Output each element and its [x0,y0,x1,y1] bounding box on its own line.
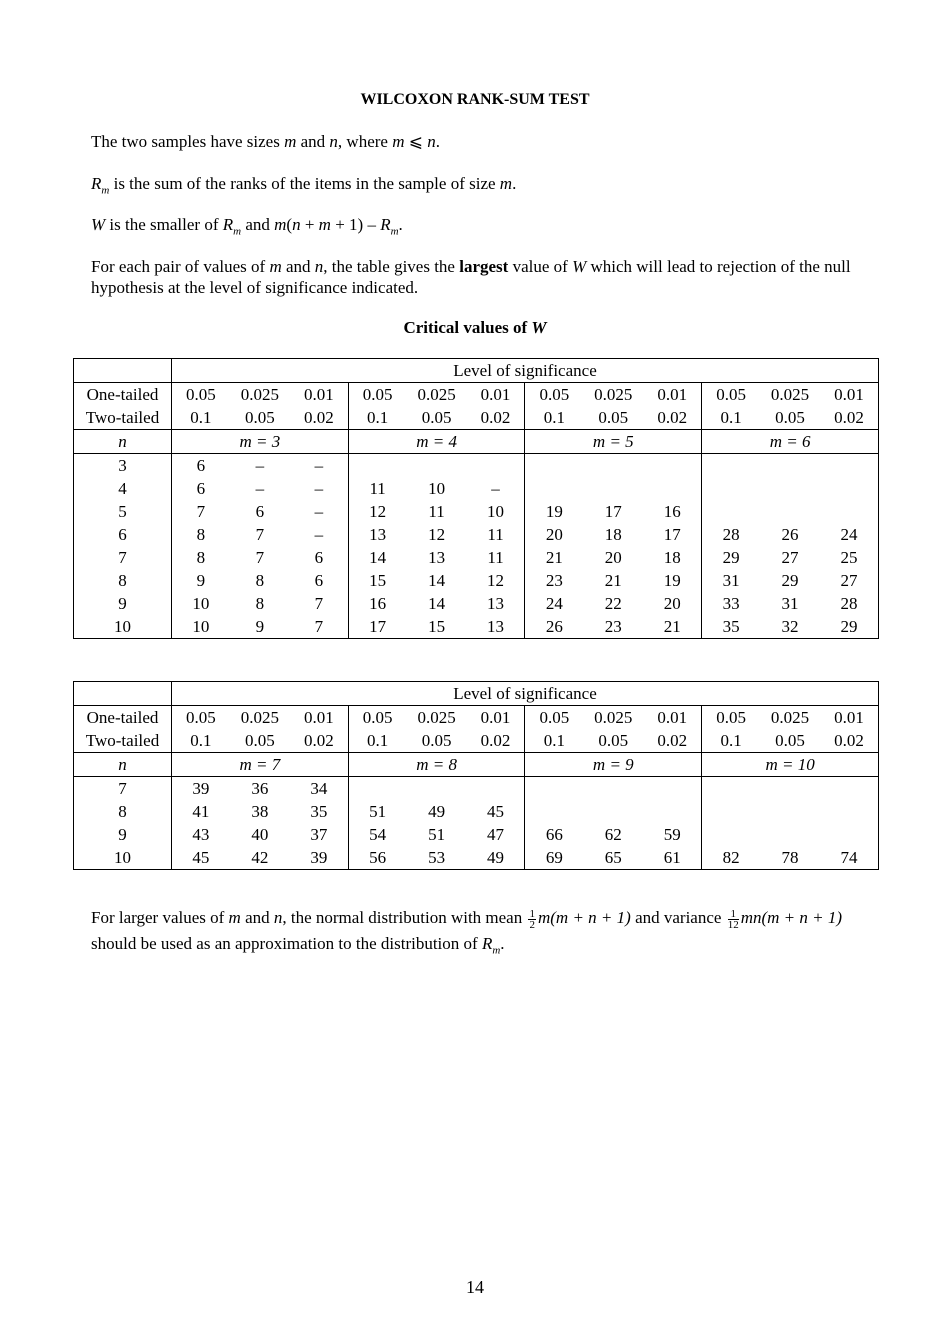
critical-value-cell: 23 [525,569,583,592]
m-group-label: m = 6 [702,430,879,454]
one-tailed-value: 0.05 [186,385,216,404]
level-row [74,682,879,706]
two-tailed-row [74,406,879,430]
critical-value-cell: 11 [487,548,504,567]
two-tailed-value: 0.02 [467,406,525,430]
level-header: Level of significance [172,359,879,383]
critical-value-cell: 6 [255,502,265,521]
two-tailed-label: Two-tailed [74,406,172,430]
table-row [74,800,879,823]
critical-value-cell [702,823,760,846]
two-tailed-row [74,729,879,753]
critical-value-cell: 12 [348,500,406,523]
one-tailed-value: 0.01 [834,708,864,727]
critical-value-cell: 21 [663,617,681,636]
critical-value-cell: 9 [255,617,265,636]
critical-value-cell [643,454,701,478]
critical-value-cell: 22 [604,594,622,613]
critical-value-cell [525,777,583,801]
two-tailed-value: 0.1 [525,406,583,430]
n-value: 5 [74,500,172,523]
critical-value-cell: 45 [192,848,210,867]
critical-value-cell [467,777,525,801]
critical-value-cell: 32 [781,617,799,636]
one-tailed-row [74,383,879,407]
critical-value-cell [760,454,820,478]
two-tailed-value: 0.05 [583,729,643,753]
n-value: 7 [74,546,172,569]
page-number: 14 [466,1277,484,1297]
critical-value-cell: 31 [702,569,760,592]
critical-value-cell [467,454,525,478]
one-tailed-value: 0.01 [657,708,688,727]
two-tailed-value: 0.02 [820,729,878,753]
two-tailed-value: 0.1 [172,406,230,430]
critical-value-cell: 13 [348,523,406,546]
m-group-label: m = 5 [525,430,702,454]
table-row [74,477,879,500]
critical-value-cell: – [314,479,324,498]
half-fraction: $\frac{1}{2}$ [529,907,535,931]
two-tailed-value: 0.02 [467,729,525,753]
critical-value-cell: 10 [487,502,505,521]
table-row [74,454,879,478]
one-tailed-value: 0.01 [657,385,688,404]
critical-value-cell: 37 [310,825,328,844]
critical-value-cell: 13 [487,617,505,636]
critical-value-cell: 12 [487,571,505,590]
m-group-label: m = 10 [702,753,879,777]
two-tailed-value: 0.1 [348,406,406,430]
critical-value-cell [525,477,583,500]
critical-value-cell: 8 [196,525,206,544]
n-value: 10 [74,615,172,639]
critical-value-cell: 9 [196,571,206,590]
critical-value-cell: 10 [192,594,210,613]
critical-value-cell: 6 [196,456,206,475]
m-group-label: m = 3 [172,430,349,454]
critical-value-cell: 7 [196,502,206,521]
table-row [74,523,879,546]
critical-value-cell [525,454,583,478]
one-tailed-value: 0.05 [525,706,583,730]
n-value: 6 [74,523,172,546]
one-tailed-value: 0.05 [702,706,760,730]
critical-value-cell: 51 [428,825,446,844]
table-row [74,546,879,569]
critical-value-cell: 7 [255,548,265,567]
critical-value-cell: 20 [525,523,583,546]
critical-value-cell: 78 [781,848,799,867]
critical-value-cell: 34 [310,779,328,798]
m-group-label: m = 4 [348,430,525,454]
critical-value-cell: 35 [310,802,328,821]
intro-table-explanation: For each pair of values of m and n, the table gives the largest value of W which will lead to rejection of the null hypothesis at the level of significance indicated. [91,257,851,297]
critical-value-cell: 45 [487,802,505,821]
table-row [74,777,879,801]
critical-value-cell [702,454,760,478]
critical-value-cell [525,800,583,823]
critical-value-cell: 41 [192,802,210,821]
two-tailed-value: 0.1 [702,729,760,753]
m-group-label: m = 8 [348,753,525,777]
two-tailed-value: 0.02 [643,406,701,430]
critical-value-cell: 8 [196,548,206,567]
critical-value-cell: 29 [781,571,799,590]
critical-value-cell: 28 [840,594,858,613]
one-tailed-value: 0.025 [417,385,456,404]
critical-value-cell [820,800,878,823]
critical-value-cell: 29 [840,617,858,636]
critical-value-cell: 18 [604,525,622,544]
one-tailed-value: 0.01 [303,385,334,404]
critical-value-cell: 53 [428,848,446,867]
critical-value-cell: 26 [525,615,583,639]
critical-value-cell [348,454,406,478]
corner-cell [74,682,172,706]
critical-value-cell: 10 [428,479,446,498]
critical-value-cell [583,454,643,478]
critical-value-cell: 17 [348,615,406,639]
two-tailed-value: 0.02 [820,406,878,430]
one-tailed-value: 0.05 [186,708,216,727]
critical-value-cell: 8 [255,571,265,590]
critical-value-cell: 39 [310,848,328,867]
two-tailed-value: 0.05 [230,729,290,753]
table-caption: Critical values of W [403,318,547,337]
one-tailed-value: 0.05 [348,383,406,407]
critical-value-cell [702,777,760,801]
critical-value-cell: 42 [251,848,269,867]
critical-value-cell [643,777,701,801]
one-tailed-value: 0.025 [417,708,456,727]
critical-value-cell: 27 [840,571,858,590]
critical-value-cell [702,477,760,500]
one-tailed-value: 0.01 [480,385,511,404]
critical-values-table-1 [73,358,879,639]
two-tailed-value: 0.05 [407,729,467,753]
critical-value-cell: 20 [604,548,622,567]
critical-value-cell [760,500,820,523]
critical-value-cell: 19 [525,500,583,523]
one-tailed-value: 0.025 [594,385,633,404]
critical-value-cell: 7 [255,525,265,544]
critical-value-cell: 66 [525,823,583,846]
critical-value-cell: 54 [348,823,406,846]
critical-value-cell: 11 [428,502,445,521]
critical-value-cell: 26 [781,525,799,544]
critical-value-cell: 49 [428,802,446,821]
m-group-label: m = 9 [525,753,702,777]
critical-value-cell: 6 [314,571,324,590]
critical-value-cell: 31 [781,594,799,613]
one-tailed-value: 0.025 [594,708,633,727]
critical-value-cell [643,800,701,823]
critical-value-cell: – [255,479,265,498]
m-group-label: m = 7 [172,753,349,777]
critical-value-cell [820,500,878,523]
critical-value-cell: – [314,502,324,521]
critical-value-cell: 10 [192,617,210,636]
table-row [74,569,879,592]
level-header: Level of significance [172,682,879,706]
one-tailed-value: 0.01 [303,708,334,727]
critical-value-cell [820,454,878,478]
critical-value-cell: 16 [348,592,406,615]
corner-cell [74,359,172,383]
level-row [74,359,879,383]
critical-value-cell: 59 [663,825,681,844]
critical-value-cell: 16 [663,502,681,521]
critical-value-cell [348,777,406,801]
twelfth-fraction: $\frac{1}{12}$ [727,907,739,931]
critical-value-cell: 61 [663,848,681,867]
critical-value-cell: 7 [314,594,324,613]
two-tailed-value: 0.05 [583,406,643,430]
critical-value-cell: 82 [702,846,760,870]
n-value: 9 [74,823,172,846]
one-tailed-value: 0.01 [480,708,511,727]
critical-value-cell [820,823,878,846]
two-tailed-value: 0.05 [760,729,820,753]
one-tailed-label: One-tailed [74,706,172,730]
critical-value-cell: – [255,456,265,475]
n-value: 8 [74,569,172,592]
critical-value-cell: 74 [840,848,858,867]
n-value: 7 [74,777,172,801]
critical-value-cell: 65 [604,848,622,867]
critical-value-cell: 15 [428,617,446,636]
one-tailed-row [74,706,879,730]
one-tailed-value: 0.025 [240,708,279,727]
critical-value-cell: 23 [604,617,622,636]
critical-value-cell [760,823,820,846]
critical-value-cell [583,477,643,500]
critical-value-cell: 38 [251,802,269,821]
critical-value-cell [760,477,820,500]
intro-w-definition: W is the smaller of $R_m$ and $m(n + m + 1) - R_m$. [91,215,403,238]
critical-value-cell [407,777,467,801]
critical-values-table-2 [73,681,879,870]
one-tailed-value: 0.05 [525,383,583,407]
critical-value-cell: – [491,479,500,498]
critical-value-cell: 6 [314,548,324,567]
critical-value-cell: 62 [604,825,622,844]
critical-value-cell [702,800,760,823]
critical-value-cell [407,454,467,478]
critical-value-cell [820,777,878,801]
critical-value-cell: 6 [196,479,206,498]
critical-value-cell: 33 [702,592,760,615]
critical-value-cell: 21 [525,546,583,569]
critical-value-cell: 40 [251,825,269,844]
critical-value-cell [760,800,820,823]
critical-value-cell: 18 [663,548,681,567]
critical-value-cell: 11 [348,477,406,500]
critical-value-cell: 47 [487,825,505,844]
one-tailed-value: 0.025 [240,385,279,404]
intro-sizes: The two samples have sizes m and n, where m ⩽ n. [91,132,440,151]
critical-value-cell: 13 [487,594,505,613]
two-tailed-value: 0.1 [702,406,760,430]
critical-value-cell: 14 [428,571,446,590]
one-tailed-value: 0.05 [702,383,760,407]
two-tailed-value: 0.05 [407,406,467,430]
normal-approximation-note: For larger values of m and n, the normal distribution with mean $\frac{1}{2}$ m(m + n + 1) and variance $\frac{1}{12}$ mn(m + n + 1) should be used as an approximation to the distribution of $R_m$. [91,907,843,957]
n-value: 10 [74,846,172,870]
critical-value-cell: 49 [487,848,505,867]
critical-value-cell: 36 [251,779,269,798]
critical-value-cell: – [314,525,324,544]
one-tailed-value: 0.05 [348,706,406,730]
critical-value-cell: 19 [663,571,681,590]
critical-value-cell: 56 [348,846,406,870]
critical-value-cell: 8 [255,594,265,613]
critical-value-cell: 14 [428,594,446,613]
one-tailed-value: 0.025 [770,708,810,727]
two-tailed-value: 0.1 [172,729,230,753]
critical-value-cell: 51 [348,800,406,823]
table-row [74,846,879,870]
critical-value-cell [583,777,643,801]
critical-value-cell [820,477,878,500]
critical-value-cell: 27 [781,548,799,567]
table-row [74,615,879,639]
critical-value-cell: 24 [525,592,583,615]
one-tailed-value: 0.025 [770,385,810,404]
one-tailed-label: One-tailed [74,383,172,407]
m-header-row [74,753,879,777]
n-value: 4 [74,477,172,500]
one-tailed-value: 0.01 [834,385,864,404]
table-row [74,592,879,615]
n-value: 8 [74,800,172,823]
critical-value-cell: 35 [702,615,760,639]
critical-value-cell: 20 [663,594,681,613]
critical-value-cell: 21 [604,571,622,590]
critical-value-cell: 28 [702,523,760,546]
critical-value-cell [643,477,701,500]
two-tailed-value: 0.05 [230,406,290,430]
two-tailed-value: 0.1 [348,729,406,753]
two-tailed-value: 0.02 [290,729,348,753]
critical-value-cell: 25 [840,548,858,567]
critical-value-cell: 14 [348,546,406,569]
critical-value-cell: 13 [428,548,446,567]
critical-value-cell: 7 [314,617,324,636]
n-value: 9 [74,592,172,615]
two-tailed-value: 0.02 [290,406,348,430]
critical-value-cell: 12 [428,525,446,544]
n-label: n [74,430,172,454]
critical-value-cell: 29 [702,546,760,569]
critical-value-cell [583,800,643,823]
critical-value-cell [702,500,760,523]
page-title: WILCOXON RANK-SUM TEST [360,91,590,108]
critical-value-cell [760,777,820,801]
critical-value-cell: 43 [192,825,210,844]
n-value: 3 [74,454,172,478]
critical-value-cell: 11 [487,525,504,544]
critical-value-cell: 15 [348,569,406,592]
two-tailed-value: 0.02 [643,729,701,753]
table-row [74,823,879,846]
critical-value-cell: – [314,456,324,475]
n-label: n [74,753,172,777]
m-header-row [74,430,879,454]
critical-value-cell: 24 [840,525,858,544]
critical-value-cell: 69 [525,846,583,870]
intro-rm-definition: $R_m$ is the sum of the ranks of the items in the sample of size m. [91,174,517,197]
two-tailed-label: Two-tailed [74,729,172,753]
two-tailed-value: 0.05 [760,406,820,430]
critical-value-cell: 39 [192,779,210,798]
critical-value-cell: 17 [663,525,681,544]
two-tailed-value: 0.1 [525,729,583,753]
table-row [74,500,879,523]
critical-value-cell: 17 [604,502,622,521]
